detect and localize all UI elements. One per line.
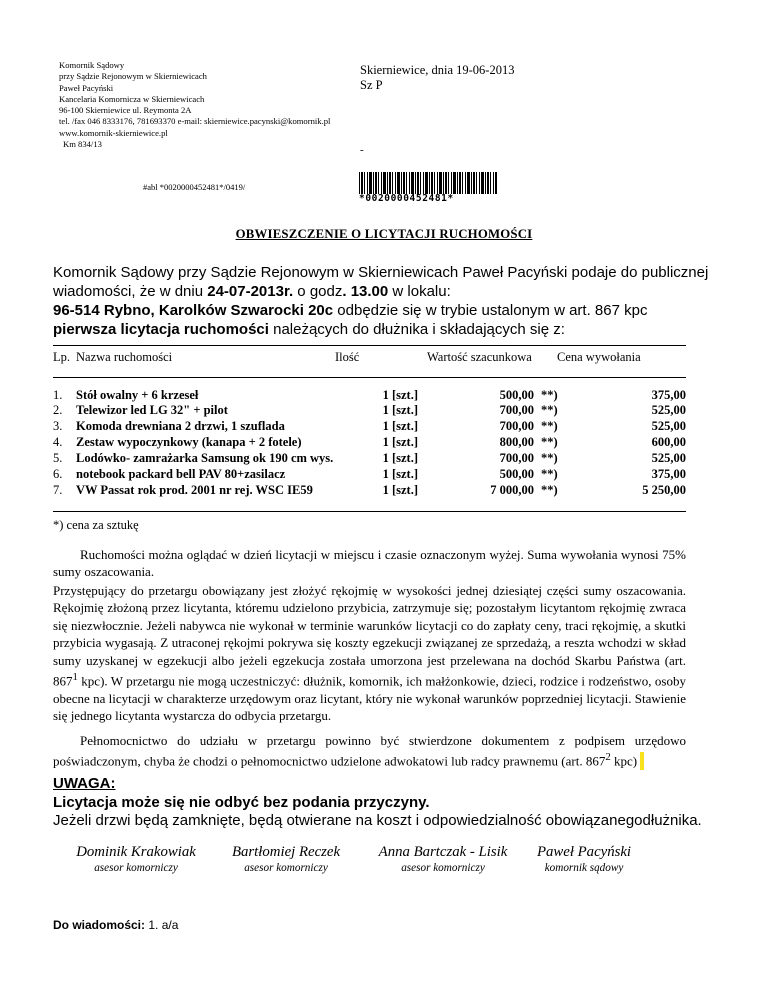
- signatory-name: Bartłomiej Reczek: [231, 844, 341, 860]
- signature-code: #abl *0020000452481*/0419/: [143, 182, 246, 192]
- table-row: [53, 451, 686, 466]
- row-value: 500,00: [499, 388, 534, 402]
- row-value: 700,00: [499, 403, 534, 417]
- letterhead-line: Komornik Sądowy: [59, 60, 125, 70]
- row-name: notebook packard bell PAV 80+zasilacz: [76, 467, 286, 481]
- row-name: Lodówko- zamrażarka Samsung ok 190 cm wys.: [76, 451, 334, 465]
- row-price: 600,00: [651, 435, 686, 449]
- viewing-paragraph: Ruchomości można oglądać w dzień licytacji w miejscu i czasie oznaczonym wyżej. Suma wywołania wynosi 75% sumy oszacowania.: [53, 547, 686, 580]
- table-row: [53, 388, 686, 403]
- row-mark: **): [541, 435, 558, 449]
- row-qty: 1 [szt.]: [382, 451, 418, 465]
- header-value: Wartość szacunkowa: [427, 350, 532, 364]
- row-lp: 4.: [53, 435, 63, 449]
- row-value: 7 000,00: [490, 483, 534, 497]
- row-qty: 1 [szt.]: [382, 435, 418, 449]
- signatory-name: Paweł Pacyński: [536, 844, 632, 860]
- place-date: Skierniewice, dnia 19-06-2013: [360, 63, 515, 77]
- row-lp: 3.: [53, 419, 63, 433]
- document-title: OBWIESZCZENIE O LICYTACJI RUCHOMOŚCI: [235, 227, 533, 241]
- row-mark: **): [541, 419, 558, 433]
- signatory-name: Anna Bartczak - Lisik: [378, 844, 508, 860]
- barcode: [359, 172, 497, 203]
- row-qty: 1 [szt.]: [382, 483, 418, 497]
- row-value: 700,00: [499, 451, 534, 465]
- distribution-list: [53, 918, 178, 932]
- table-row: [53, 467, 686, 482]
- row-value: 700,00: [499, 419, 534, 433]
- header-lp: Lp.: [53, 350, 71, 364]
- notice-block: [53, 775, 702, 831]
- row-lp: 6.: [53, 467, 63, 481]
- signatory-role: asesor komorniczy: [244, 862, 328, 874]
- row-price: 5 250,00: [642, 483, 686, 497]
- intro-paragraph: [53, 263, 713, 339]
- barcode-bars: [359, 172, 497, 194]
- signatory-role: asesor komorniczy: [401, 862, 485, 874]
- row-value: 500,00: [499, 467, 534, 481]
- proxy-paragraph: [53, 732, 686, 770]
- intro-text: o godz: [293, 283, 343, 300]
- reference: Sz P: [360, 78, 383, 92]
- row-price: 375,00: [651, 467, 686, 481]
- auction-hour: . 13.00: [342, 283, 389, 300]
- header-qty: Ilość: [335, 350, 360, 364]
- row-name: VW Passat rok prod. 2001 nr rej. WSC IE59: [76, 483, 313, 497]
- row-lp: 2.: [53, 403, 63, 417]
- row-lp: 5.: [53, 451, 63, 465]
- barcode-text: *0020000452481*: [359, 193, 454, 204]
- auction-type: pierwsza licytacja ruchomości: [53, 321, 269, 338]
- deposit-text: Przystępujący do przetargu obowiązany jest złożyć rękojmię w wysokości jednej dziesiątej części sumy oszacowania. Rękojmię złożoną przez licytanta, któremu udzielono przybicia, zatrzymuje się; pozostałym licytantom rękojmię zwraca się niezwłocznie. Jeżeli nabywca nie wykonał w terminie warunków licytacji co do zapłaty ceny, traci rękojmię, a skutki przybicia wygasają. Z utraconej rękojmi pokrywa się koszty egzekucji związanej ze sprzedażą, a reszta wchodzi w skład sumy uzyskanej w egzekucji albo jeżeli egzekucja została umorzona jest przelewana na dochód Skarbu Państwa (art. 867: [53, 583, 686, 689]
- deposit-paragraph: [53, 582, 686, 725]
- article-superscript: 1: [72, 671, 78, 684]
- table-row: [53, 483, 686, 498]
- signatory: [56, 843, 216, 875]
- row-name: Komoda drewniana 2 drzwi, 1 szuflada: [76, 419, 285, 433]
- table-rule-top: [53, 345, 686, 346]
- highlight-mark: [640, 752, 644, 770]
- table-row: [53, 435, 686, 450]
- table-header: [53, 350, 686, 365]
- distribution-value: 1. a/a: [145, 918, 179, 932]
- notice-heading: UWAGA:: [53, 775, 116, 792]
- auction-address: 96-514 Rybno, Karolków Szwarocki 20c: [53, 302, 334, 319]
- intro-text: Komornik Sądowy przy Sądzie Rejonowym w Skierniewicach Paweł Pacyński podaje do publicznej wiadomości, że w dniu: [53, 264, 709, 300]
- signatory: [206, 843, 366, 875]
- intro-text: odbędzie się w trybie ustalonym w art. 867 kpc: [333, 302, 648, 319]
- notice-line: Licytacja może się nie odbyć bez podania przyczyny.: [53, 793, 430, 811]
- intro-text: w lokalu:: [388, 283, 451, 300]
- notice-line: Jeżeli drzwi będą zamknięte, będą otwierane na koszt i odpowiedzialność obowiązanegodłużnika.: [53, 812, 702, 829]
- row-price: 525,00: [651, 403, 686, 417]
- intro-text: należących do dłużnika i składających się z:: [268, 321, 565, 338]
- letterhead-line: Kancelaria Komornicza w Skierniewicach: [59, 93, 205, 104]
- row-mark: **): [541, 483, 558, 497]
- row-qty: 1 [szt.]: [382, 467, 418, 481]
- row-price: 525,00: [651, 451, 686, 465]
- signatory: [363, 843, 523, 875]
- proxy-text: Pełnomocnictwo do udziału w przetargu powinno być stwierdzone dokumentem z podpisem urzędowo poświadczonym, chyba że chodzi o pełnomocnictwo udzielone adwokatowi lub radcy prawnemu (art. 867: [53, 733, 686, 769]
- auction-date: 24-07-2013r.: [207, 283, 294, 300]
- case-number: Km 834/13: [63, 139, 102, 150]
- letterhead-line: tel. /fax 046 8333176, 781693370 e-mail: skierniewice.pacynski@komornik.pl: [59, 116, 331, 127]
- letterhead-line: przy Sądzie Rejonowym w Skierniewicach: [59, 71, 207, 82]
- row-mark: **): [541, 467, 558, 481]
- row-qty: 1 [szt.]: [382, 403, 418, 417]
- signatory-name: Dominik Krakowiak: [76, 844, 196, 860]
- proxy-text: kpc): [610, 753, 638, 769]
- place-date-block: [360, 63, 514, 93]
- row-qty: 1 [szt.]: [382, 388, 418, 402]
- table-row: [53, 419, 686, 434]
- header-price: Cena wywołania: [557, 350, 641, 364]
- letterhead-line: 96-100 Skierniewice ul. Reymonta 2A: [59, 105, 192, 116]
- row-lp: 1.: [53, 388, 63, 402]
- row-price: 525,00: [651, 419, 686, 433]
- row-price: 375,00: [651, 388, 686, 402]
- table-row: [53, 403, 686, 418]
- letterhead-line: Paweł Pacyński: [59, 82, 114, 93]
- letterhead-line: www.komornik-skierniewice.pl: [59, 127, 168, 138]
- row-name: Stół owalny + 6 krzeseł: [76, 388, 199, 402]
- table-rule-header: [53, 377, 686, 378]
- signatory-role: asesor komorniczy: [94, 862, 178, 874]
- row-mark: **): [541, 388, 558, 402]
- header-name: Nazwa ruchomości: [76, 350, 173, 364]
- dash-mark: -: [360, 144, 364, 156]
- row-name: Zestaw wypoczynkowy (kanapa + 2 fotele): [76, 435, 302, 449]
- row-mark: **): [541, 403, 558, 417]
- signatory: [504, 843, 664, 875]
- bailiff-letterhead: [59, 60, 330, 150]
- table-rule-bottom: [53, 511, 686, 512]
- row-lp: 7.: [53, 483, 63, 497]
- deposit-text: kpc). W przetargu nie mogą uczestniczyć: dłużnik, komornik, ich małżonkowie, dzieci, rodzice i rodzeństwo, osoby obecne na licytacji w charakterze urzędowym oraz licytant, który nie wykonał warunków poprzedniej licytacji. Stawienie się jednego licytanta wystarcza do odbycia przetargu.: [53, 673, 686, 724]
- row-mark: **): [541, 451, 558, 465]
- signatory-role: komornik sądowy: [544, 862, 624, 874]
- row-value: 800,00: [499, 435, 534, 449]
- row-name: Telewizor led LG 32" + pilot: [76, 403, 228, 417]
- article-superscript: 2: [605, 751, 611, 764]
- table-footnote: *) cena za sztukę: [53, 518, 139, 532]
- distribution-label: Do wiadomości:: [53, 918, 146, 932]
- row-qty: 1 [szt.]: [382, 419, 418, 433]
